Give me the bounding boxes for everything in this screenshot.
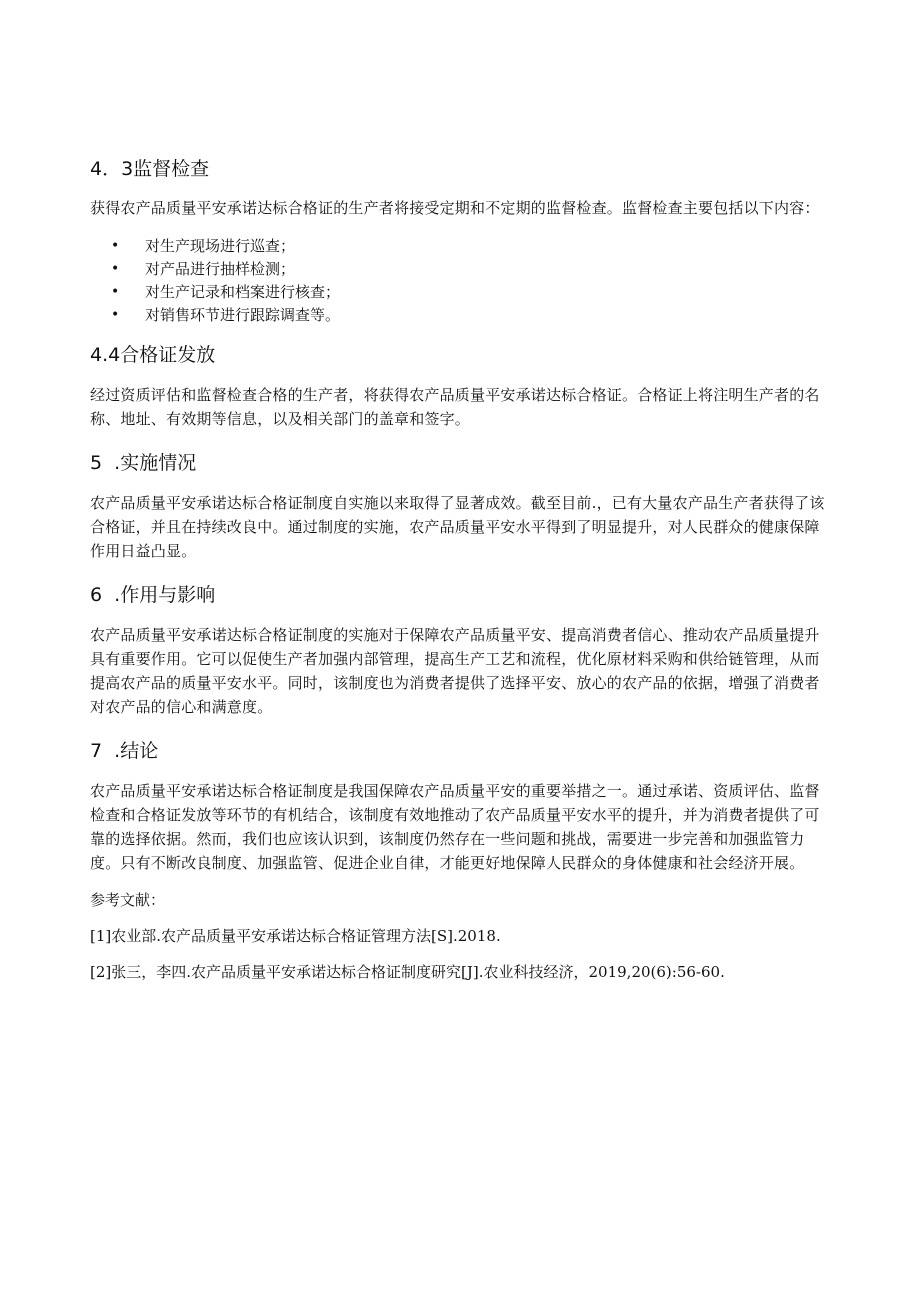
- reference-item-2: [2]张三，李四.农产品质量平安承诺达标合格证制度研究[J].农业科技经济，2019,20(6):56-60.: [90, 963, 725, 981]
- inspection-list: [90, 235, 830, 327]
- reference-item-1: [1]农业部.农产品质量平安承诺达标合格证管理方法[S].2018.: [90, 927, 501, 945]
- paragraph-4-3: 获得农产品质量平安承诺达标合格证的生产者将接受定期和不定期的监督检查。监督检查主要包括以下内容：: [90, 199, 820, 217]
- heading-6: 6 .作用与影响: [90, 584, 216, 606]
- list-item: • 对销售环节进行跟踪调查等。: [90, 304, 830, 327]
- heading-4-3: 4．3监督检查: [90, 158, 210, 180]
- bullet-icon: •: [111, 238, 120, 254]
- bullet-icon: •: [111, 261, 120, 277]
- bullet-icon: •: [111, 307, 120, 323]
- paragraph-4-4: 经过资质评估和监督检查合格的生产者，将获得农产品质量平安承诺达标合格证。合格证上将注明生产者的名称、地址、有效期等信息，以及相关部门的盖章和签字。: [90, 386, 820, 428]
- bullet-icon: •: [111, 284, 120, 300]
- heading-5: 5 .实施情况: [90, 452, 197, 474]
- list-item: • 对生产现场进行巡查；: [90, 235, 830, 258]
- heading-4-4: 4.4合格证发放: [90, 344, 216, 366]
- paragraph-7: 农产品质量平安承诺达标合格证制度是我国保障农产品质量平安的重要举措之一。通过承诺、资质评估、监督检查和合格证发放等环节的有机结合，该制度有效地推动了农产品质量平安水平的提升，并为消费者提供了可靠的选择依据。然而，我们也应该认识到，该制度仍然存在一些问题和挑战，需要进一步完善和加强监管力度。只有不断改良制度、加强监管、促进企业自律，才能更好地保障人民群众的身体健康和社会经济开展。: [90, 782, 820, 872]
- paragraph-5: 农产品质量平安承诺达标合格证制度自实施以来取得了显著成效。截至目前.，已有大量农产品生产者获得了该合格证，并且在持续改良中。通过制度的实施，农产品质量平安水平得到了明显提升，对人民群众的健康保障作用日益凸显。: [90, 494, 825, 560]
- list-item: • 对生产记录和档案进行核查；: [90, 281, 830, 304]
- heading-7: 7 .结论: [90, 740, 159, 762]
- list-item: • 对产品进行抽样检测；: [90, 258, 830, 281]
- references-label: 参考文献：: [90, 891, 166, 909]
- paragraph-6: 农产品质量平安承诺达标合格证制度的实施对于保障农产品质量平安、提高消费者信心、推动农产品质量提升具有重要作用。它可以促使生产者加强内部管理，提高生产工艺和流程，优化原材料采购和供给链管理，从而提高农产品的质量平安水平。同时，该制度也为消费者提供了选择平安、放心的农产品的依据，增强了消费者对农产品的信心和满意度。: [90, 626, 820, 716]
- document-page: [90, 156, 830, 983]
